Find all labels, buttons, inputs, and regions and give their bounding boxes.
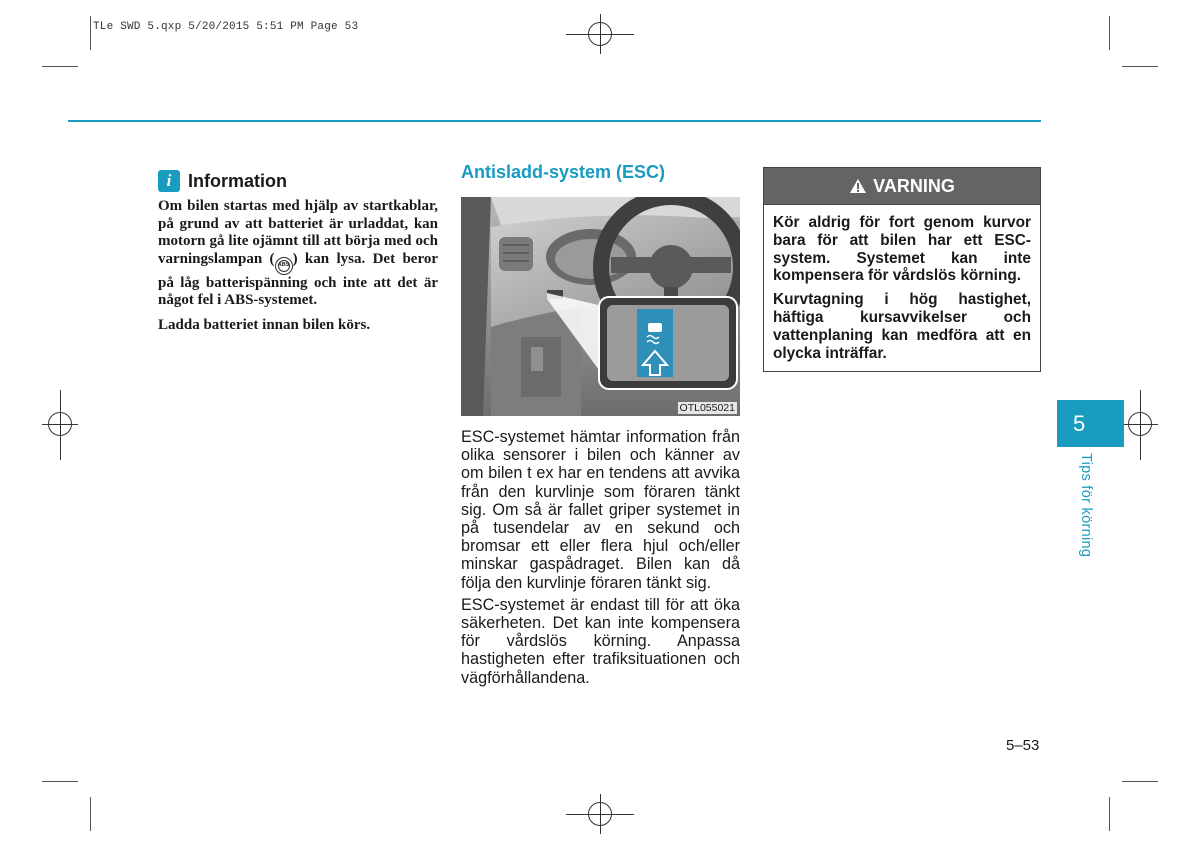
warning-header	[764, 168, 1040, 205]
information-paragraph: Om bilen startas med hjälp av startkablar, på grund av att batteriet är urladdat, kan motorn gå lite ojämnt till att börja med och varningslampan ( ABS ) kan lysa. Det beror på låg batterispänning och inte att det är något fel i ABS-systemet.	[158, 198, 438, 309]
crop-mark	[90, 797, 91, 831]
top-rule	[68, 120, 1041, 122]
body-paragraph: ESC-systemet är endast till för att öka säkerheten. Det kan inte kompensera för vårdslös körning. Anpassa hastigheten efter trafiksituationen och vägförhållandena.	[461, 595, 740, 687]
warning-title: VARNING	[873, 175, 955, 196]
section-heading: Antisladd-system (ESC)	[461, 162, 666, 182]
esc-section	[461, 162, 740, 687]
esc-button-photo	[461, 197, 740, 416]
information-box	[158, 170, 438, 335]
crop-mark	[1109, 16, 1110, 50]
warning-box	[763, 167, 1041, 372]
information-title: Information	[188, 170, 287, 191]
crop-mark	[1109, 797, 1110, 831]
chapter-title: Tips för körning	[1078, 453, 1094, 558]
warning-body	[764, 205, 1040, 371]
warning-triangle-icon	[849, 178, 867, 194]
abs-warning-icon: ABS	[275, 257, 293, 275]
crop-mark	[42, 781, 78, 782]
print-slug: TLe SWD 5.qxp 5/20/2015 5:51 PM Page 53	[93, 21, 359, 33]
image-code: OTL055021	[679, 402, 735, 414]
warning-paragraph: Kör aldrig för fort genom kurvor bara för att bilen har ett ESC-system. Systemet kan inte kompensera för vårdslös körning.	[773, 214, 1031, 285]
info-icon: i	[158, 170, 180, 192]
crop-mark	[42, 66, 78, 67]
information-paragraph: Ladda batteriet innan bilen körs.	[158, 316, 371, 333]
crop-mark	[1122, 66, 1158, 67]
information-header	[158, 170, 438, 192]
crop-mark	[90, 16, 91, 50]
warning-paragraph: Kurvtagning i hög hastighet, häftiga kursavvikelser och vattenplaning kan medföra att en olycka inträffar.	[773, 291, 1031, 362]
chapter-tab: 5	[1057, 400, 1124, 447]
crop-mark	[1122, 781, 1158, 782]
body-paragraph: ESC-systemet hämtar information från olika sensorer i bilen och känner av om bilen t ex har en tendens att avvika från den kurvlinje som föraren tänkt sig. Om så är fallet griper systemet in på tusendelar av en sekund och bromsar ett eller flera hjul och/eller minskar gaspådraget. Bilen kan då följa den kurvlinje föraren tänkt sig.	[461, 428, 740, 592]
page-number: 5–53	[1006, 737, 1040, 754]
